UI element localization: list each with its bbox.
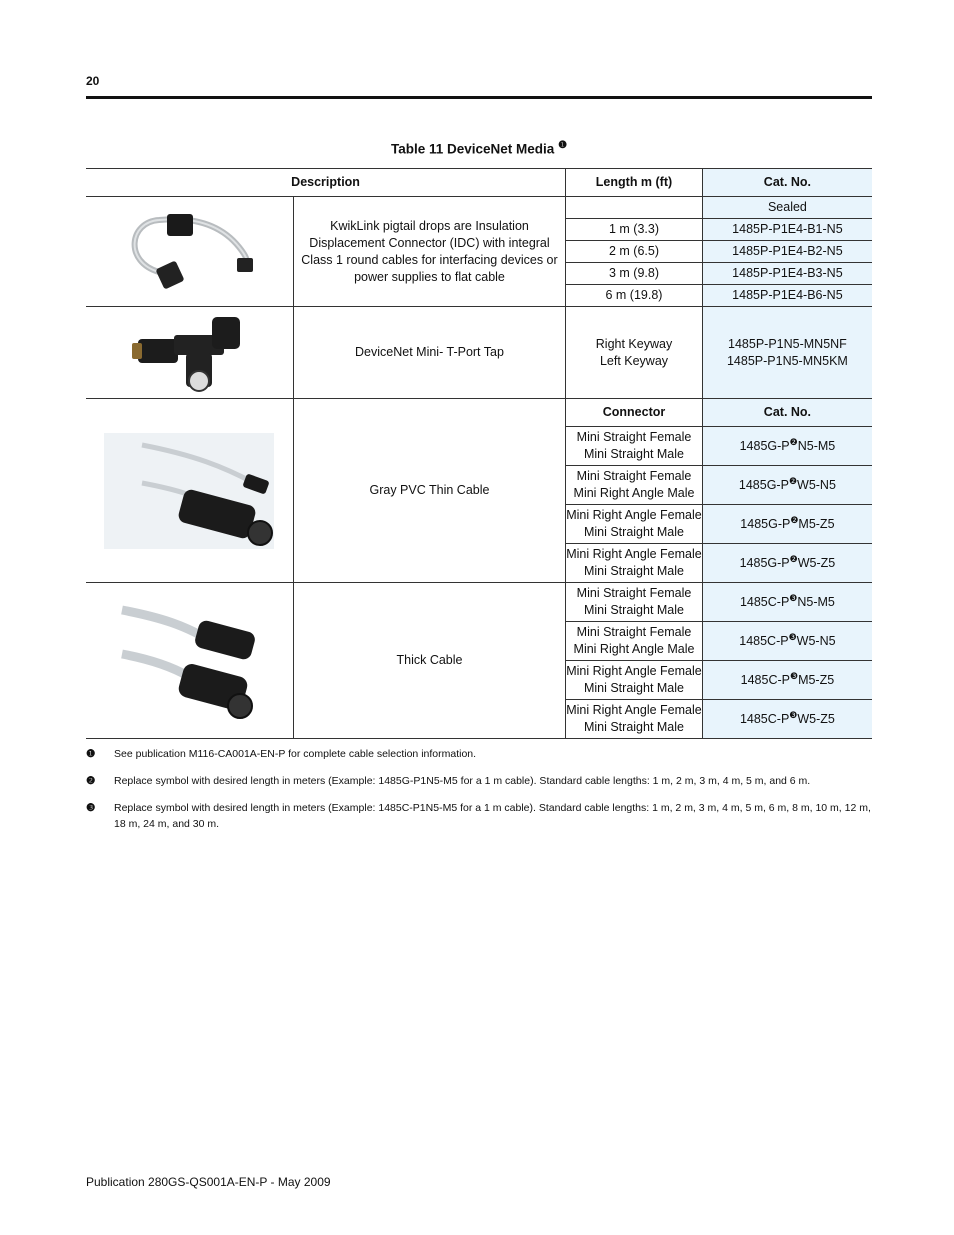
connector-male: Mini Straight Male <box>583 603 684 617</box>
catno-cell <box>702 544 872 583</box>
thin-cable-icon <box>104 433 274 549</box>
connector-male: Mini Straight Male <box>583 564 684 578</box>
catno-suffix: M5-Z5 <box>798 516 835 531</box>
length-symbol: ❸ <box>789 709 798 720</box>
tport-image <box>86 307 293 399</box>
connector-female: Mini Right Angle Female <box>566 664 702 678</box>
catno-suffix: W5-Z5 <box>797 555 836 570</box>
table-row <box>86 583 872 622</box>
length-symbol: ❷ <box>790 514 799 525</box>
footnote <box>86 800 872 832</box>
catno-prefix: 1485G-P <box>740 516 791 531</box>
length-symbol: ❸ <box>789 670 799 681</box>
connector-header: Connector <box>566 399 703 427</box>
connector-male: Mini Straight Male <box>583 447 684 461</box>
tport-catno-cell <box>702 307 872 399</box>
kwiklink-description: KwikLink pigtail drops are Insulation Displacement Connector (IDC) with integral Class 1 round cables for interfacing devices or power supplies to flat cable <box>293 197 565 307</box>
connector-female: Mini Right Angle Female <box>566 547 702 561</box>
connector-male: Mini Straight Male <box>583 720 684 734</box>
tport-tap-icon <box>124 309 254 397</box>
connector-cell <box>566 622 703 661</box>
catno-cell: 1485P-P1E4-B1-N5 <box>702 219 872 241</box>
footnote-mark: ❸ <box>86 802 96 814</box>
connector-cell <box>566 544 703 583</box>
connector-female: Mini Right Angle Female <box>566 508 702 522</box>
header-catno: Cat. No. <box>702 169 872 197</box>
length-symbol: ❷ <box>789 436 798 447</box>
header-description: Description <box>86 169 566 197</box>
left-keyway-label: Left Keyway <box>599 353 669 368</box>
length-cell: 6 m (19.8) <box>566 285 703 307</box>
connector-cell <box>566 700 703 739</box>
connector-female: Mini Straight Female <box>576 586 692 600</box>
catno-prefix: 1485C-P <box>739 594 790 609</box>
thick-cable-description: Thick Cable <box>293 583 565 739</box>
catno-left: 1485P-P1N5-MN5KM <box>726 353 848 368</box>
devicenet-media-table <box>86 168 872 739</box>
thick-cable-icon <box>114 598 264 724</box>
caption-text: Table 11 DeviceNet Media <box>390 141 555 157</box>
thin-cable-description: Gray PVC Thin Cable <box>293 399 565 583</box>
catno-prefix: 1485C-P <box>739 633 789 648</box>
catno-cell <box>702 661 872 700</box>
catno-cell: 1485P-P1E4-B2-N5 <box>702 241 872 263</box>
header-length: Length m (ft) <box>566 169 703 197</box>
kwiklink-pigtail-icon <box>119 202 259 302</box>
length-symbol: ❸ <box>789 592 798 603</box>
footnote <box>86 773 872 789</box>
right-keyway-label: Right Keyway <box>595 336 673 351</box>
footnote-mark: ❶ <box>86 748 96 760</box>
catno-cell <box>702 622 872 661</box>
catno-prefix: 1485C-P <box>740 672 790 687</box>
connector-male: Mini Right Angle Male <box>573 642 695 656</box>
length-symbol: ❷ <box>788 475 798 486</box>
length-cell <box>566 197 703 219</box>
footnote-mark: ❷ <box>86 775 96 787</box>
thin-catno-header: Cat. No. <box>702 399 872 427</box>
thin-cable-image <box>86 399 293 583</box>
connector-cell <box>566 466 703 505</box>
catno-suffix: M5-Z5 <box>798 672 835 687</box>
catno-suffix: N5-M5 <box>797 594 835 609</box>
table-caption <box>86 140 872 157</box>
footnote-text: Replace symbol with desired length in meters (Example: 1485C-P1N5-M5 for a 1 m cable). Standard cable lengths: 1 m, 2 m, 3 m, 4 m, 5 m, 6 m, 8 m, 10 m, 12 m, 18 m, 24 m, and 30 m. <box>114 802 871 830</box>
connector-cell <box>566 505 703 544</box>
caption-footnote-mark: ❶ <box>558 140 568 151</box>
catno-cell: 1485P-P1E4-B3-N5 <box>702 263 872 285</box>
catno-suffix: N5-M5 <box>797 438 836 453</box>
catno-cell <box>702 427 872 466</box>
footnote <box>86 746 872 762</box>
footnotes <box>86 746 872 843</box>
keyway-cell <box>566 307 703 399</box>
thick-cable-image <box>86 583 293 739</box>
connector-male: Mini Right Angle Male <box>573 486 695 500</box>
catno-cell: 1485P-P1E4-B6-N5 <box>702 285 872 307</box>
catno-prefix: 1485C-P <box>739 711 790 726</box>
table-row <box>86 399 872 427</box>
connector-male: Mini Straight Male <box>583 681 684 695</box>
catno-suffix: W5-N5 <box>796 633 836 648</box>
catno-cell <box>702 466 872 505</box>
catno-suffix: W5-Z5 <box>797 711 835 726</box>
catno-cell <box>702 700 872 739</box>
footnote-text: See publication M116-CA001A-EN-P for complete cable selection information. <box>114 748 477 760</box>
catno-cell <box>702 583 872 622</box>
connector-female: Mini Straight Female <box>576 625 692 639</box>
table-header-row <box>86 169 872 197</box>
connector-female: Mini Straight Female <box>576 469 692 483</box>
catno-right: 1485P-P1N5-MN5NF <box>728 336 847 351</box>
length-cell: 1 m (3.3) <box>566 219 703 241</box>
kwiklink-image <box>86 197 293 307</box>
length-symbol: ❸ <box>788 631 797 642</box>
length-cell: 2 m (6.5) <box>566 241 703 263</box>
catno-suffix: W5-N5 <box>797 477 836 492</box>
publication-footer: Publication 280GS-QS001A-EN-P - May 2009 <box>86 1175 331 1189</box>
page-number: 20 <box>86 74 100 88</box>
connector-cell <box>566 583 703 622</box>
catno-prefix: 1485G-P <box>738 477 789 492</box>
length-cell: 3 m (9.8) <box>566 263 703 285</box>
table-row <box>86 197 872 219</box>
header-rule <box>86 96 872 99</box>
connector-female: Mini Right Angle Female <box>566 703 702 717</box>
sealed-label: Sealed <box>702 197 872 219</box>
connector-female: Mini Straight Female <box>576 430 692 444</box>
tport-description: DeviceNet Mini- T-Port Tap <box>293 307 565 399</box>
catno-cell <box>702 505 872 544</box>
length-symbol: ❷ <box>789 553 798 564</box>
footnote-text: Replace symbol with desired length in meters (Example: 1485G-P1N5-M5 for a 1 m cable). Standard cable lengths: 1 m, 2 m, 3 m, 4 m, 5 m, and 6 m. <box>114 775 811 787</box>
connector-male: Mini Straight Male <box>583 525 684 539</box>
catno-prefix: 1485G-P <box>739 555 790 570</box>
connector-cell <box>566 427 703 466</box>
connector-cell <box>566 661 703 700</box>
table-row <box>86 307 872 399</box>
catno-prefix: 1485G-P <box>739 438 790 453</box>
